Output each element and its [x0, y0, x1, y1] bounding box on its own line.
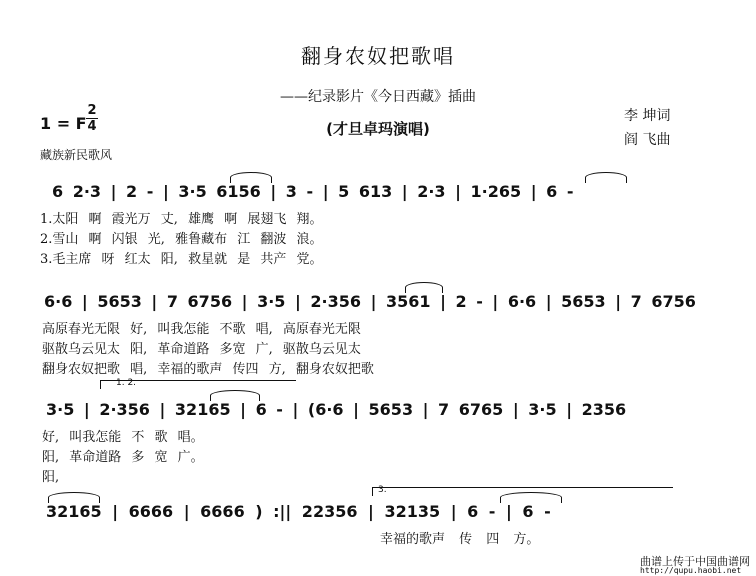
key-signature: 1 = F [40, 114, 87, 133]
lyric-line-1: 高原春光无限 好, 叫我怎能 不歌 唱, 高原春光无限 [42, 322, 361, 337]
lyric-line-2: 驱散乌云见太 阳, 革命道路 多宽 广, 驱散乌云见太 [42, 342, 361, 357]
style-marking: 藏族新民歌风 [40, 148, 113, 162]
time-top: 2 [87, 103, 97, 118]
singer-credit: (才旦卓玛演唱) [326, 120, 430, 138]
slur [210, 390, 260, 401]
time-bottom: 4 [87, 119, 97, 134]
notes-line: 6 2·3 | 2 - | 3·5 6156 | 3 - | 5 613 | 2·3 | 1·265 | 6 - [52, 182, 574, 201]
lyricist: 李 坤词 [624, 108, 671, 124]
page-title: 翻身农奴把歌唱 [301, 44, 455, 68]
slur [230, 172, 272, 183]
notes-line: 3·5 | 2·356 | 32165 | 6 - | (6·6 | 5653 | 7 6765 | 3·5 | 2356 [46, 400, 627, 419]
notes-line: 32165 | 6666 | 6666 ) :|| 22356 | 32135 | 6 - | 6 - [46, 502, 551, 521]
lyric-line-2: 2.雪山 啊 闪银 光, 雅鲁藏布 江 翻波 浪。 [40, 232, 323, 247]
slur [405, 282, 443, 293]
slur [585, 172, 627, 183]
lyric-line-1: 好, 叫我怎能 不 歌 唱。 [42, 430, 204, 445]
slur [48, 492, 100, 503]
composer: 阎 飞曲 [624, 132, 671, 148]
lyric-line-2: 阳, 革命道路 多 宽 广。 [42, 450, 204, 465]
lyric-line-3: 阳, [42, 470, 60, 485]
author-credits [624, 104, 670, 152]
lyric-line-3: 翻身农奴把歌 唱, 幸福的歌声 传四 方, 翻身农奴把歌 [42, 362, 374, 377]
lyric-line-3: 3.毛主席 呀 红太 阳, 救星就 是 共产 党。 [40, 252, 323, 267]
site-watermark: 曲谱上传于中国曲谱网 [640, 555, 750, 568]
volta-label: 1. 2. [116, 378, 137, 388]
lyric-line-1: 幸福的歌声 传 四 方。 [380, 532, 540, 547]
slur [500, 492, 562, 503]
notes-line: 6·6 | 5653 | 7 6756 | 3·5 | 2·356 | 3561 | 2 - | 6·6 | 5653 | 7 6756 [44, 292, 696, 311]
lyric-line-1: 1.太阳 啊 霞光万 丈, 雄鹰 啊 展翅飞 翔。 [40, 212, 323, 227]
site-url: http://qupu.haobi.net [640, 566, 742, 575]
volta-label: 3. [378, 485, 387, 495]
subtitle: ——纪录影片《今日西藏》插曲 [280, 89, 476, 105]
